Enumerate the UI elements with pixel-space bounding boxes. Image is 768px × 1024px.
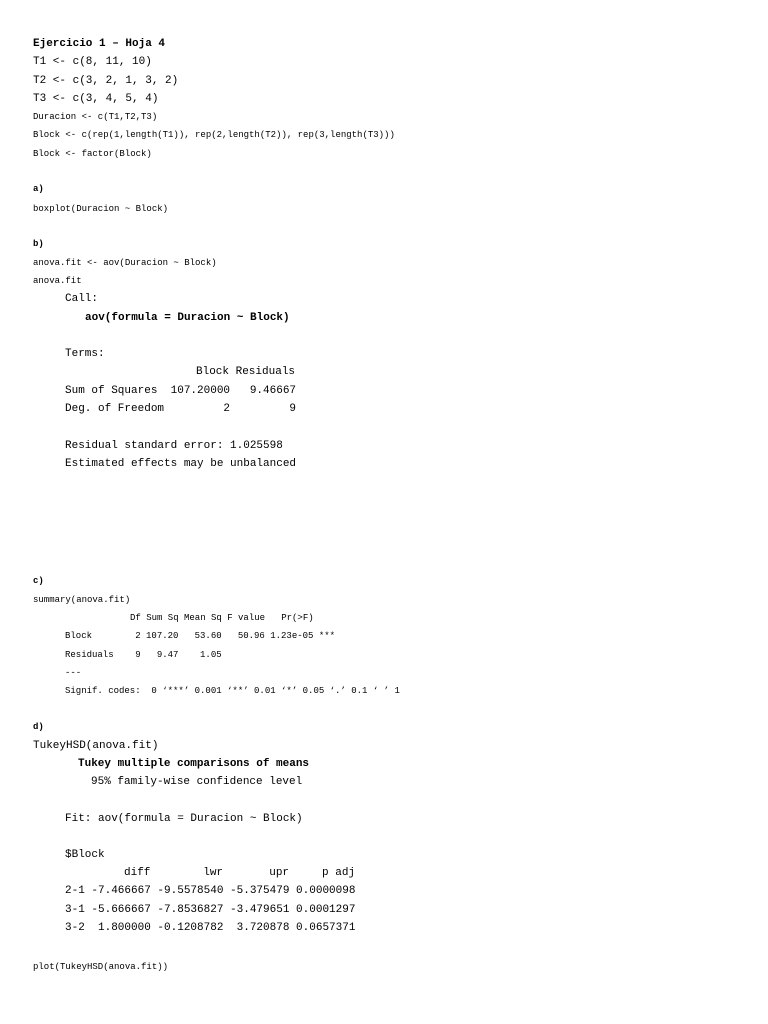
code-line: T1 <- c(8, 11, 10) [33, 56, 152, 68]
signif-codes: Signif. codes: 0 ‘***’ 0.001 ‘**’ 0.01 ‘*’ 0.05 ‘.’ 0.1 ‘ ’ 1 [65, 686, 400, 696]
section-heading-b: b) [33, 239, 44, 249]
section-heading-c: c) [33, 576, 44, 586]
residual-se: Residual standard error: 1.025598 [65, 440, 283, 452]
tukey-table-row: 3-2 1.800000 -0.1208782 3.720878 0.0657371 [65, 922, 356, 934]
fit-formula: Fit: aov(formula = Duracion ~ Block) [65, 813, 303, 825]
anova-table-header: Df Sum Sq Mean Sq F value Pr(>F) [130, 613, 314, 623]
code-line: Block <- factor(Block) [33, 149, 152, 159]
section-heading-a: a) [33, 184, 44, 194]
code-line: T3 <- c(3, 4, 5, 4) [33, 93, 159, 105]
confidence-level: 95% family-wise confidence level [91, 776, 303, 788]
sum-of-squares-row: Sum of Squares 107.20000 9.46667 [65, 385, 297, 397]
tukey-table-row: 3-1 -5.666667 -7.8536827 -3.479651 0.0001297 [65, 904, 356, 916]
deg-freedom-row: Deg. of Freedom 2 9 [65, 403, 297, 415]
exercise-title: Ejercicio 1 – Hoja 4 [33, 38, 166, 50]
code-line: anova.fit [33, 276, 82, 286]
code-line: Duracion <- c(T1,T2,T3) [33, 112, 158, 122]
code-line: boxplot(Duracion ~ Block) [33, 204, 169, 214]
code-line: TukeyHSD(anova.fit) [33, 740, 159, 752]
code-line: plot(TukeyHSD(anova.fit)) [33, 962, 169, 972]
tukey-title: Tukey multiple comparisons of means [78, 758, 310, 770]
separator: --- [65, 668, 82, 678]
code-line: Block <- c(rep(1,length(T1)), rep(2,length(T2)), rep(3,length(T3))) [33, 130, 395, 140]
unbalanced-note: Estimated effects may be unbalanced [65, 458, 297, 470]
tukey-table-header: diff lwr upr p adj [124, 867, 356, 879]
terms-label: Terms: [65, 348, 105, 360]
terms-header: Block Residuals [196, 366, 296, 378]
section-heading-d: d) [33, 722, 44, 732]
code-line: anova.fit <- aov(Duracion ~ Block) [33, 258, 217, 268]
call-label: Call: [65, 293, 99, 305]
code-line: T2 <- c(3, 2, 1, 3, 2) [33, 75, 179, 87]
code-line: summary(anova.fit) [33, 595, 131, 605]
anova-table-row: Residuals 9 9.47 1.05 [65, 650, 222, 660]
anova-table-row: Block 2 107.20 53.60 50.96 1.23e-05 *** [65, 631, 336, 641]
tukey-table-row: 2-1 -7.466667 -9.5578540 -5.375479 0.0000098 [65, 885, 356, 897]
group-label: $Block [65, 849, 105, 861]
call-formula: aov(formula = Duracion ~ Block) [85, 312, 290, 324]
